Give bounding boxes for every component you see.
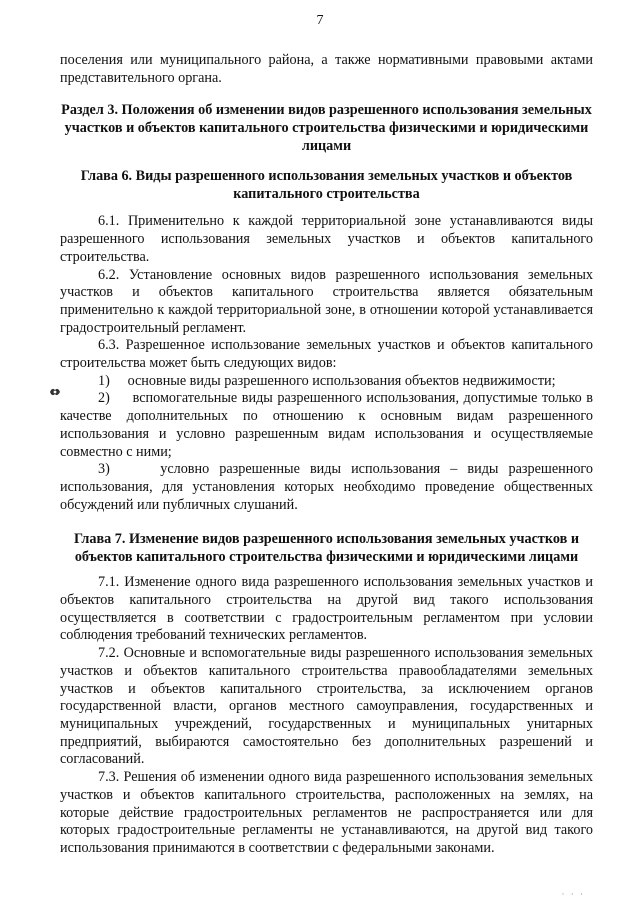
list-item-number: 3) [98,461,110,478]
list-item-text: вспомогательные виды разрешенного использования, допустимые только в качестве дополнительных по отношению к основным видам разрешенного использования и условно разрешенным видам использования и осуществляемые совместно с ними; [60,390,593,460]
section-3-heading: Раздел 3. Положения об изменении видов разрешенного использования земельных участков и объектов капитального строительства физическими и юридическими лицами [61,102,592,155]
paragraph-6-3: 6.3. Разрешенное использование земельных участков и объектов капитального строительства может быть следующих видов: [60,337,593,372]
paragraph-6-1: 6.1. Применительно к каждой территориальной зоне устанавливаются виды разрешенного использования земельных участков и объектов капитального строительства. [60,213,593,265]
page-number: 7 [316,13,324,28]
list-item [60,373,593,391]
footer-scan-mark: · · · [561,889,585,899]
list-item [60,461,593,514]
chapter-7-heading: Глава 7. Изменение видов разрешенного использования земельных участков и объектов капитального строительства физическими и юридическими лицами [74,531,579,566]
paragraph-7-1: 7.1. Изменение одного вида разрешенного использования земельных участков и объектов капитального строительства на другой вид такого использования осуществляется в соответствии с градостроительным регламентом при условии соблюдения требований технических регламентов. [60,574,593,644]
list-item-text: основные виды разрешенного использования объектов недвижимости; [127,372,556,389]
list-item-number: 1) [98,372,110,389]
list-item-number: 2) [98,390,110,407]
list-item [60,390,593,461]
paragraph-6-2: 6.2. Установление основных видов разрешенного использования земельных участков и объектов капитального строительства является обязательным применительно к каждой территориальной зоне, в отношении которой устанавливается градостроительный регламент. [60,266,593,336]
document-body [60,52,593,858]
paragraph-7-2: 7.2. Основные и вспомогательные виды разрешенного использования земельных участков и объектов капитального строительства правообладателями земельных участков и объектов капитального строительства, за исключением органов государственной власти, органов местного самоуправления, государственных и муниципальных учреждений, государственных и муниципальных унитарных предприятий, выбираются самостоятельно без дополнительных разрешений и согласований. [60,645,593,768]
paragraph-7-3: 7.3. Решения об изменении одного вида разрешенного использования земельных участков и объектов капитального строительства, расположенных на землях, на которые действие градостроительных регламентов не распространяется или для которых градостроительные регламенты не устанавливаются, на другой вид такого использования принимаются в соответствии с федеральными законами. [60,769,593,856]
list-item-text: условно разрешенные виды использования – виды разрешенного использования, для установления которых необходимо проведение общественных обсуждений или публичных слушаний. [60,461,593,513]
intro-paragraph: поселения или муниципального района, а также нормативными правовыми актами представительного органа. [60,52,593,86]
chapter-6-heading: Глава 6. Виды разрешенного использования земельных участков и объектов капитального строительства [80,168,573,203]
